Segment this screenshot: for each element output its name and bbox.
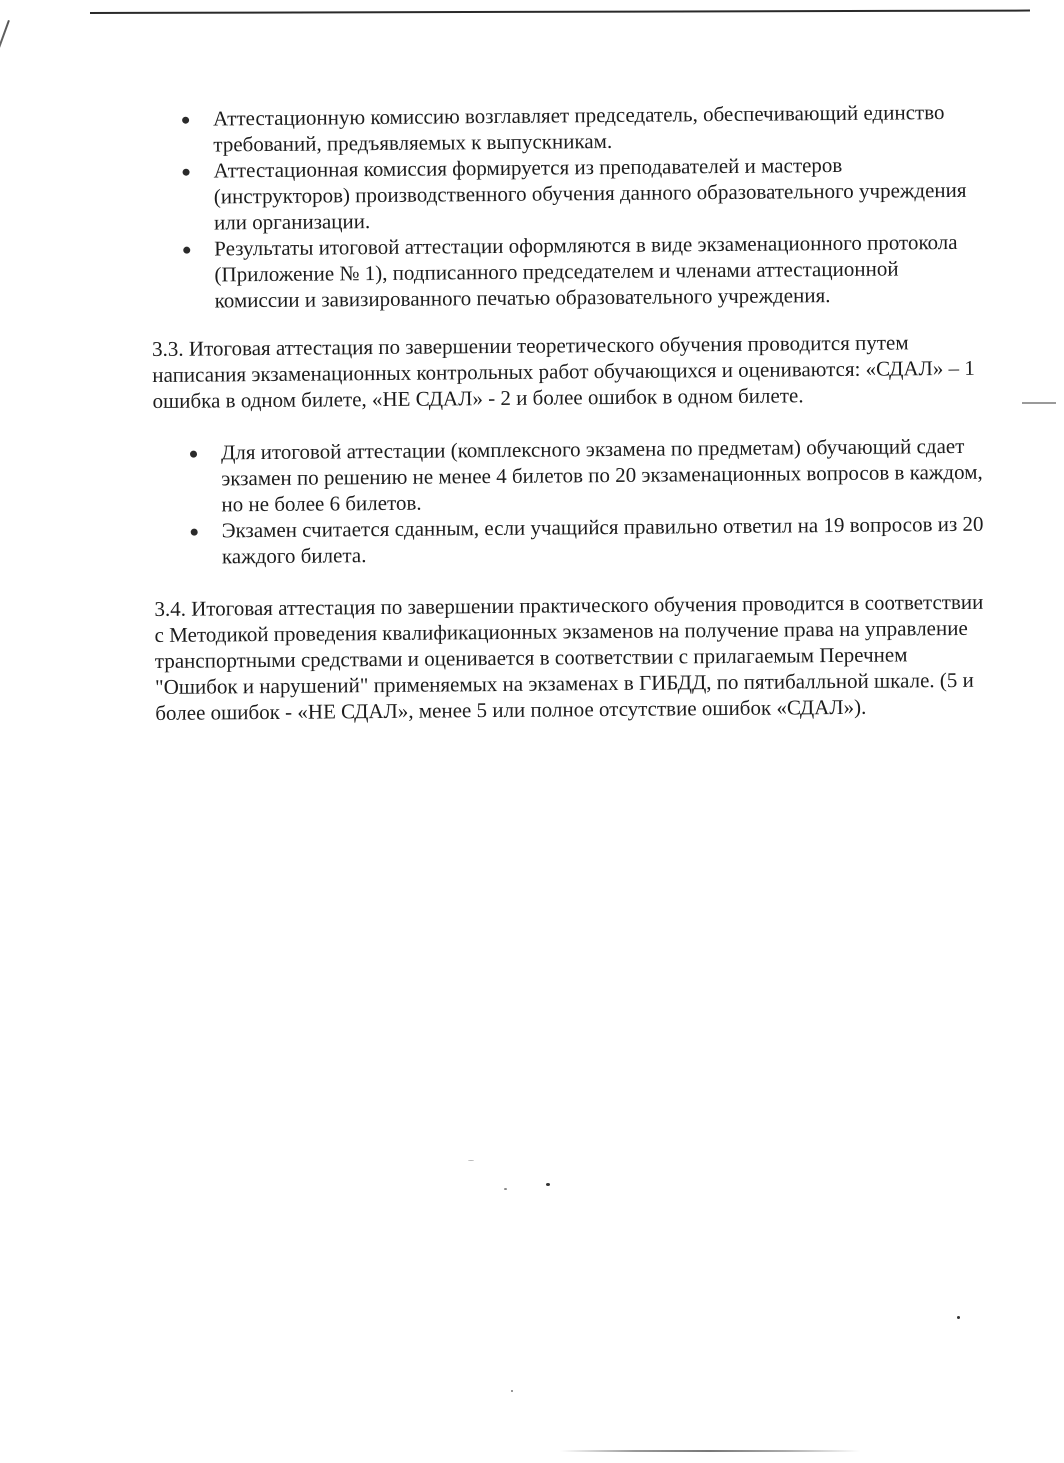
list-item: Для итоговой аттестации (комплексного экзамена по предметам) обучающий сдает экзамен по решению не менее 4 билетов по 20 экзаменационных вопросов в каждом, но не более 6 билетов. bbox=[220, 433, 983, 517]
scan-speck bbox=[468, 1160, 474, 1161]
list-item: Экзамен считается сданным, если учащийся правильно ответил на 19 вопросов из 20 каждого билета. bbox=[221, 511, 984, 569]
scan-speck bbox=[957, 1316, 960, 1319]
list-item: Аттестационная комиссия формируется из преподавателей и мастеров (инструкторов) производственного обучения данного образовательного учреждения или организации. bbox=[213, 151, 981, 236]
scan-speck bbox=[546, 1183, 550, 1186]
commission-list bbox=[150, 99, 982, 314]
scan-left-fold bbox=[0, 20, 10, 171]
exam-list bbox=[153, 433, 984, 570]
list-item: Результаты итоговой аттестации оформляются в виде экзаменационного протокола (Приложение № 1), подписанного председателем и членами аттестационной комиссии и завизированного печатью образовательного учреждения. bbox=[214, 229, 982, 314]
scan-right-mark bbox=[1022, 402, 1056, 404]
section-3-4-paragraph: 3.4. Итоговая аттестация по завершении практического обучения проводится в соответствии с Методикой проведения квалификационных экзаменов на получение права на управление транспортными средствами и оценивается в соответствии с прилагаемым Перечнем "Ошибок и нарушений" применяемых на экзаменах в ГИБДД, по пятибалльной шкале. (5 и более ошибок - «НЕ СДАЛ», менее 5 или полное отсутствие ошибок «СДАЛ»). bbox=[154, 589, 984, 725]
scan-top-edge bbox=[90, 10, 1030, 14]
list-item: Аттестационную комиссию возглавляет председатель, обеспечивающий единство требований, предъявляемых к выпускникам. bbox=[213, 99, 980, 158]
scan-bottom-mark bbox=[560, 1450, 860, 1452]
scan-speck bbox=[511, 1390, 513, 1392]
scan-speck bbox=[504, 1188, 507, 1190]
section-3-3-paragraph: 3.3. Итоговая аттестация по завершении теоретического обучения проводится путем написания экзаменационных контрольных работ обучающихся и оцениваются: «СДАЛ» – 1 ошибка в одном билете, «НЕ СДАЛ» - 2 и более ошибок в одном билете. bbox=[152, 330, 975, 413]
document-body bbox=[150, 99, 985, 726]
